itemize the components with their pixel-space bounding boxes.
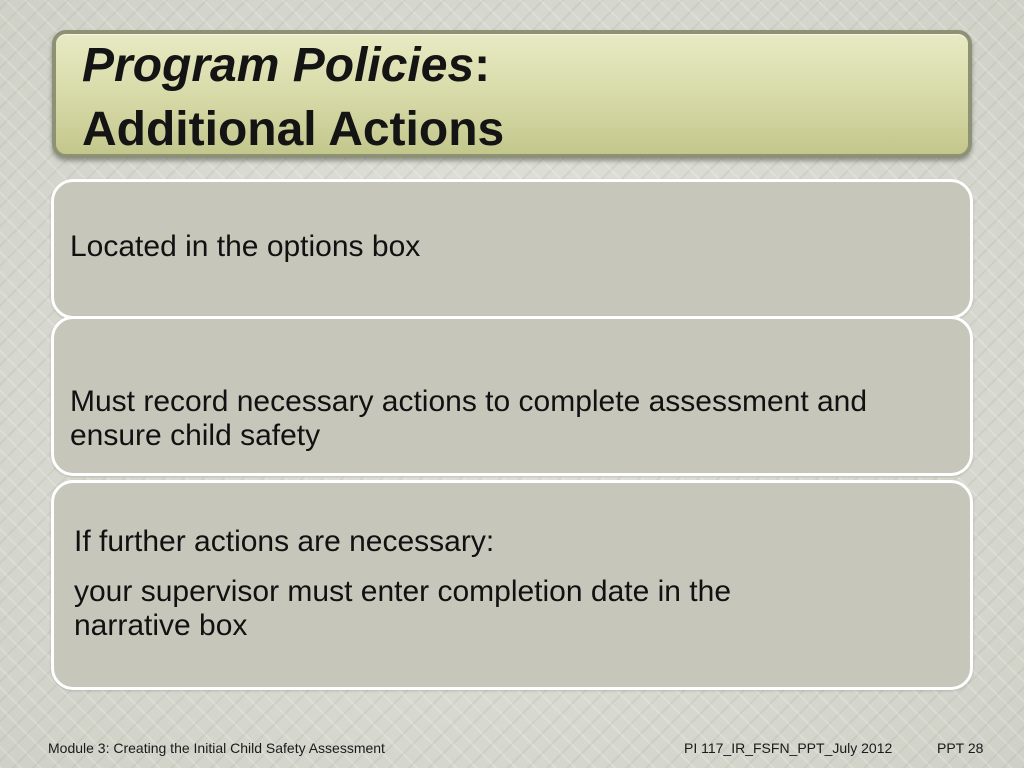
content-box-record-actions [51, 316, 973, 476]
options-box-text: Located in the options box [70, 230, 421, 263]
slide-title-line-1 [82, 38, 490, 94]
footer-module-label: Module 3: Creating the Initial Child Safety Assessment [48, 740, 385, 756]
slide-title-colon: : [474, 39, 491, 92]
footer-document-id: PI 117_IR_FSFN_PPT_July 2012 [684, 740, 893, 756]
footer-page-number: PPT 28 [937, 740, 984, 756]
content-box-options [51, 179, 973, 319]
record-actions-text: Must record necessary actions to complete assessment and ensure child safety [70, 385, 868, 452]
slide-title-emphasis: Program Policies [82, 39, 475, 92]
content-box-further-actions [51, 480, 973, 690]
slide-title-bar [52, 30, 972, 158]
supervisor-instruction-text: your supervisor must enter completion date in the narrative box [74, 575, 731, 642]
further-actions-heading: If further actions are necessary: [74, 525, 495, 558]
slide-title-line-2: Additional Actions [82, 103, 505, 156]
